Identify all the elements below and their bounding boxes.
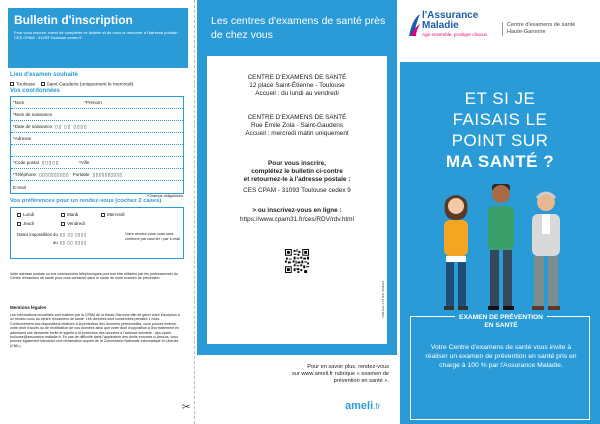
lieu-options	[10, 82, 133, 87]
centre-name-line-2: Haute-Garonne	[507, 29, 546, 35]
email-row[interactable]	[11, 181, 183, 193]
centre-sg-address: Rue Émile Zola - Saint-Gaudens	[251, 122, 343, 130]
lieu-option-toulouse: Toulouse	[16, 82, 36, 88]
impossible-dates-end[interactable]: au ▯▯ ▯▯ ▯▯▯▯	[53, 240, 87, 245]
ameli-logo	[345, 400, 380, 412]
centre-toulouse	[207, 74, 387, 99]
centres-title: Les centres d'examens de santé près de chez vous	[211, 15, 386, 41]
day-lundi[interactable]: Lundi	[17, 212, 34, 217]
logo-tagline: Agir ensemble, protéger chacun	[422, 32, 488, 37]
exam-box	[410, 316, 590, 420]
phone-row[interactable]: *Téléphone ▯▯▯▯▯▯▯▯▯▯ Portable ▯▯▯▯▯▯▯▯▯▯	[11, 169, 183, 181]
online-label: > ou inscrivez-vous en ligne :	[252, 207, 342, 214]
checkbox[interactable]	[41, 82, 45, 86]
more-info-line-1: Pour en savoir plus, rendez-vous	[307, 364, 389, 370]
field-label-email: E-mail	[13, 184, 26, 190]
centre-toulouse-address: 12 place Saint-Étienne - Toulouse	[249, 82, 345, 90]
centre-sg-name: CENTRE D'EXAMENS DE SANTÉ	[247, 114, 347, 121]
form-header	[8, 8, 188, 68]
older-man-figure	[532, 193, 560, 310]
field-label-ville: *Ville	[79, 160, 90, 165]
question-line-4: MA SANTÉ ?	[445, 152, 555, 171]
impossible-dates[interactable]: Dates impossibles du ▯▯ ▯▯ ▯▯▯▯	[17, 232, 87, 237]
centre-saint-gaudens	[207, 114, 387, 139]
birth-name-row[interactable]	[11, 109, 183, 121]
field-label-nom-naissance: *Nom de naissance	[13, 112, 53, 117]
question-line-1: ET SI JE	[464, 89, 536, 108]
field-label-portable: Portable	[72, 172, 90, 177]
legal-heading: Mentions légales	[10, 305, 47, 310]
pref-heading: Vos préférences pour un rendez-vous (cochez 2 cases)	[10, 198, 162, 204]
more-info-line-3: prévention en santé ».	[333, 378, 389, 385]
people-illustration	[418, 176, 582, 312]
inscription-line-3: et retournez-le à l'adresse postale :	[243, 176, 351, 184]
online-url[interactable]: https://www.cpam31.fr/ces/RDV/rdv.html	[240, 216, 354, 223]
birth-date-row[interactable]: *Date de naissance ▯▯ ▯▯ ▯▯▯▯	[11, 121, 183, 133]
form-title: Bulletin d'inscription	[14, 13, 133, 27]
field-label-telephone: *Téléphone	[13, 172, 37, 177]
address-row[interactable]	[11, 133, 183, 145]
field-label-nom: *Nom	[13, 100, 25, 105]
exam-body: Votre Centre d'examens de santé vous invite à réaliser un examen de prévention en santé pris en charge à 100 % par l'Assurance Maladie.	[425, 344, 577, 369]
reference-code: LSM-M-0-1-15 Réf. 05/2022	[381, 280, 385, 318]
centre-sg-hours: Accueil : mercredi matin uniquement	[245, 130, 349, 138]
ameli-suffix: .fr	[373, 402, 381, 411]
day-mercredi[interactable]: Mercredi	[101, 212, 125, 217]
privacy-note: Votre adresse postale ou vos coordonnées téléphoniques pourront être utilisées par les professionnels du Centre d'examens de santé pour vous contacter dans le cadre de votre examen de prévention.	[10, 272, 179, 281]
more-info	[277, 364, 389, 386]
logo-mark-icon	[408, 12, 421, 38]
city-row[interactable]: *Code postal ▯▯▯▯▯ *Ville	[11, 157, 183, 169]
scissors-icon: ✂	[182, 402, 191, 413]
field-label-adresse: *Adresse	[13, 136, 32, 141]
qr-code-icon[interactable]	[285, 249, 309, 273]
preferences-box	[10, 207, 184, 259]
legal-text: Les informations recueillies sont traitées par la CPAM de la Haute-Garonne afin de gérer votre inscription à un rendez-vous au centre d'examens de santé. Les données sont conservées pendant 1 mois. Conformément aux dispositions relatives à la protection des données personnelles, vous pouvez exercer votre droit d'accès ou de rectification de vos données ainsi que votre droit d'opposition à leur traitement en adressant une demande écrite et signée à la protection des données à l'adresse suivante : dpo.cpam-toulouse@assurance-maladie.fr. En cas de difficulté dans l'application des droits énoncés ci-dessus, vous pouvez également introduire une réclamation auprès de la Commission Nationale Informatique et Libertés (CNIL).	[10, 313, 180, 348]
more-info-line-2: sur www.ameli.fr rubrique « examen de	[292, 371, 389, 378]
exam-title-wrap	[411, 314, 591, 322]
question-line-3: POINT SUR	[451, 131, 549, 150]
form-intro: Pour vous inscrire, merci de compléter ce bulletin et de nous le retourner à l'adresse postale : CES CPAM - 31093 Toulouse cedex 9	[14, 30, 180, 40]
assurance-maladie-logo	[408, 10, 498, 46]
question-line-2: FAISAIS LE	[452, 110, 548, 129]
postal-address: CES CPAM - 31093 Toulouse cedex 9	[243, 187, 351, 194]
coordinates-form	[10, 96, 184, 194]
day-jeudi[interactable]: Jeudi	[17, 221, 34, 226]
inscription-line-1: Pour vous inscrire,	[268, 160, 326, 167]
field-label-date-naissance: *Date de naissance	[13, 124, 53, 129]
registration-panel	[0, 0, 195, 424]
cover-question	[400, 88, 600, 172]
centre-toulouse-name: CENTRE D'EXAMENS DE SANTÉ	[247, 74, 347, 81]
exam-title: EXAMEN DE PRÉVENTION	[455, 314, 547, 321]
field-label-prenom: *Prénom	[84, 100, 102, 105]
exam-subtitle: EN SANTÉ	[484, 322, 518, 329]
day-mardi[interactable]: Mardi	[61, 212, 78, 217]
address-row-2[interactable]	[11, 145, 183, 157]
centres-panel	[197, 0, 397, 424]
lieu-heading: Lieu d'examen souhaité	[10, 72, 78, 78]
ameli-brand: ameli	[345, 400, 374, 412]
convocation-note: Votre rendez-vous vous sera confirmé par courrier / par e-mail	[125, 232, 181, 241]
cover-panel	[400, 0, 600, 424]
day-vendredi[interactable]: Vendredi	[61, 221, 85, 226]
coord-heading: Vos coordonnées	[10, 88, 60, 94]
woman-figure	[444, 195, 468, 310]
inscription-block	[207, 160, 387, 185]
lieu-option-saint-gaudens: Saint-Gaudens (uniquement le mercredi)	[46, 82, 134, 88]
logo-line-2: Maladie	[422, 20, 459, 31]
centres-box	[207, 56, 387, 344]
field-label-code-postal: *Code postal	[13, 160, 39, 165]
inscription-line-2: complétez le bulletin ci-contre	[251, 168, 343, 176]
checkbox[interactable]	[10, 82, 14, 86]
man-figure	[488, 184, 514, 310]
centre-name-line-1: Centre d'examens de santé	[507, 22, 576, 28]
required-note: *Champs obligatoires.	[146, 194, 184, 198]
logo-line-1: l'Assurance	[422, 10, 479, 21]
centre-name	[502, 22, 575, 36]
centre-toulouse-hours: Accueil : du lundi au vendredi	[255, 90, 339, 98]
name-row[interactable]	[11, 97, 183, 109]
